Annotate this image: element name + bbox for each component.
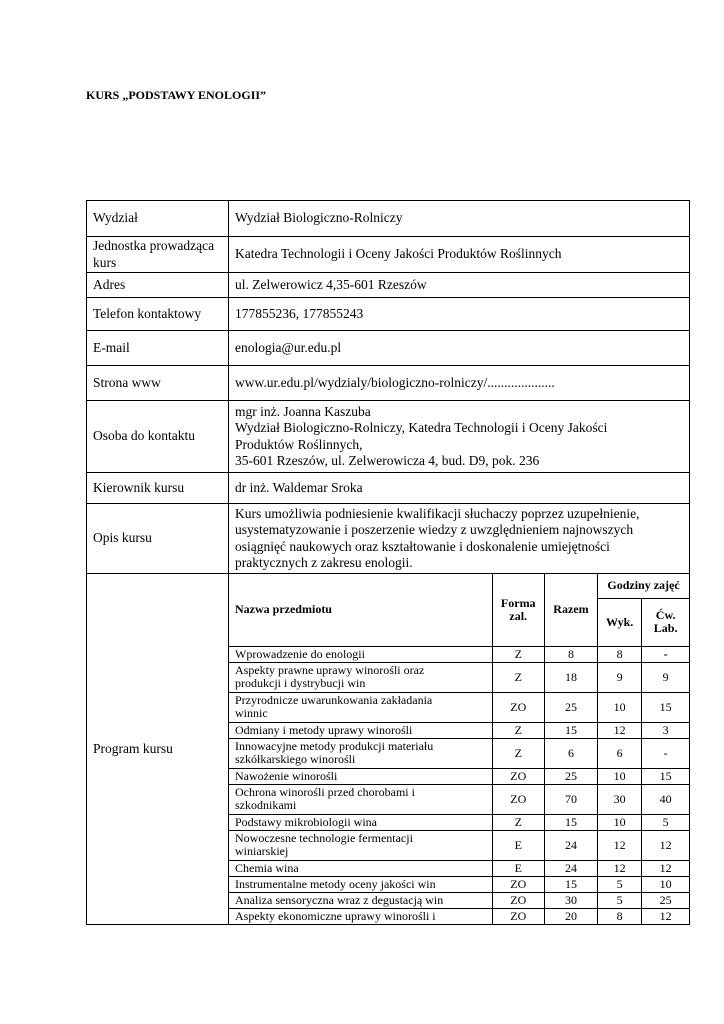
subject-razem: 8 [544, 646, 597, 662]
program-row [229, 876, 689, 892]
program-row [229, 692, 689, 722]
header-razem: Razem [544, 574, 597, 646]
subject-name-line: winiarskiej [235, 844, 289, 858]
subject-name [229, 692, 492, 722]
subject-name-line: produkcji i dystrybucji win [235, 676, 366, 690]
row-program [87, 574, 690, 925]
row-email [87, 331, 690, 366]
label-telefon: Telefon kontaktowy [87, 298, 229, 331]
subject-cw: 12 [642, 908, 689, 924]
subject-forma: Z [492, 646, 544, 662]
subject-name-line: Analiza sensoryczna wraz z degustacją win [235, 892, 444, 907]
subject-cw: 15 [642, 692, 689, 722]
subject-razem: 70 [544, 784, 597, 814]
subject-cw: 3 [642, 722, 689, 738]
subject-name-line: Chemia wina [235, 860, 299, 875]
subject-name [229, 814, 492, 830]
subject-cw: 5 [642, 814, 689, 830]
course-info-table [86, 200, 690, 925]
subject-forma: E [492, 830, 544, 860]
subject-wyk: 12 [598, 860, 642, 876]
program-row [229, 908, 689, 924]
subject-cw: 25 [642, 892, 689, 908]
program-cell [229, 574, 690, 925]
header-nazwa: Nazwa przedmiotu [229, 574, 492, 646]
program-row [229, 722, 689, 738]
osoba-line: Produktów Roślinnych, [235, 436, 363, 452]
subject-razem: 30 [544, 892, 597, 908]
subject-wyk: 10 [598, 814, 642, 830]
subject-name-line: Odmiany i metody uprawy winorośli [235, 722, 413, 737]
header-wyk: Wyk. [598, 598, 642, 646]
subject-razem: 18 [544, 662, 597, 692]
subject-wyk: 6 [598, 738, 642, 768]
subject-razem: 6 [544, 738, 597, 768]
subject-wyk: 12 [598, 830, 642, 860]
value-wydzial: Wydział Biologiczno-Rolniczy [229, 201, 690, 237]
subject-wyk: 9 [598, 662, 642, 692]
subject-wyk: 12 [598, 722, 642, 738]
subject-forma: Z [492, 722, 544, 738]
opis-line: Kurs umożliwia podniesienie kwalifikacji słuchaczy poprzez uzupełnienie, [235, 505, 640, 521]
subject-razem: 15 [544, 722, 597, 738]
row-wydzial [87, 201, 690, 237]
subject-name-line: Aspekty ekonomiczne uprawy winorośli i [235, 908, 436, 923]
subject-name-line: Nowoczesne technologie fermentacji [235, 831, 413, 845]
subject-wyk: 5 [598, 876, 642, 892]
subject-name [229, 646, 492, 662]
value-strona: www.ur.edu.pl/wydzialy/biologiczno-rolniczy/.................... [229, 366, 690, 401]
label-jednostka: Jednostka prowadząca kurs [87, 237, 229, 273]
osoba-line: Wydział Biologiczno-Rolniczy, Katedra Technologii i Oceny Jakości [235, 420, 608, 435]
subject-cw: 12 [642, 860, 689, 876]
program-table [229, 574, 689, 924]
subject-razem: 20 [544, 908, 597, 924]
subject-cw: 12 [642, 830, 689, 860]
subject-forma: ZO [492, 784, 544, 814]
subject-razem: 15 [544, 876, 597, 892]
program-row [229, 892, 689, 908]
subject-cw: - [642, 738, 689, 768]
header-forma: Forma zal. [492, 574, 544, 646]
program-row [229, 646, 689, 662]
subject-name-line: winnic [235, 706, 268, 720]
document-title: KURS „PODSTAWY ENOLOGII” [86, 88, 267, 102]
value-kierownik: dr inż. Waldemar Sroka [229, 473, 690, 504]
row-adres [87, 273, 690, 298]
subject-name [229, 908, 492, 924]
subject-name-line: Nawożenie winorośli [235, 768, 338, 783]
header-cw: Ćw. Lab. [642, 598, 689, 646]
row-strona [87, 366, 690, 401]
subject-name [229, 830, 492, 860]
subject-name-line: Wprowadzenie do enologii [235, 646, 365, 661]
subject-name [229, 662, 492, 692]
subject-cw: - [642, 646, 689, 662]
subject-wyk: 5 [598, 892, 642, 908]
osoba-line: mgr inż. Joanna Kaszuba [235, 403, 371, 419]
subject-wyk: 30 [598, 784, 642, 814]
subject-razem: 24 [544, 830, 597, 860]
label-adres: Adres [87, 273, 229, 298]
subject-forma: ZO [492, 908, 544, 924]
subject-name-line: Przyrodnicze uwarunkowania zakładania [235, 693, 433, 707]
value-jednostka: Katedra Technologii i Oceny Jakości Produktów Roślinnych [229, 237, 690, 273]
subject-name [229, 784, 492, 814]
program-row [229, 662, 689, 692]
subject-name-line: szkodnikami [235, 798, 297, 812]
subject-forma: Z [492, 814, 544, 830]
label-email: E-mail [87, 331, 229, 366]
subject-name-line: Instrumentalne metody oceny jakości win [235, 876, 436, 891]
subject-forma: E [492, 860, 544, 876]
subject-forma: ZO [492, 876, 544, 892]
program-row [229, 784, 689, 814]
program-row [229, 814, 689, 830]
label-osoba: Osoba do kontaktu [87, 401, 229, 473]
value-opis [229, 504, 690, 574]
row-kierownik [87, 473, 690, 504]
subject-name-line: Innowacyjne metody produkcji materiału [235, 739, 434, 753]
subject-cw: 10 [642, 876, 689, 892]
row-telefon [87, 298, 690, 331]
subject-wyk: 10 [598, 692, 642, 722]
row-osoba [87, 401, 690, 473]
opis-line: usystematyzowanie i poszerzenie wiedzy z uwzględnieniem najnowszych [235, 522, 634, 537]
subject-name [229, 876, 492, 892]
program-row [229, 768, 689, 784]
subject-cw: 15 [642, 768, 689, 784]
subject-razem: 15 [544, 814, 597, 830]
header-godziny: Godziny zajęć [598, 574, 689, 598]
subject-forma: ZO [492, 692, 544, 722]
value-osoba [229, 401, 690, 473]
subject-name [229, 892, 492, 908]
subject-wyk: 8 [598, 908, 642, 924]
subject-name-line: Aspekty prawne uprawy winorośli oraz [235, 663, 425, 677]
subject-wyk: 8 [598, 646, 642, 662]
subject-razem: 24 [544, 860, 597, 876]
program-row [229, 860, 689, 876]
subject-cw: 9 [642, 662, 689, 692]
opis-line: praktycznych z zakresu enologii. [235, 555, 413, 570]
subject-name [229, 738, 492, 768]
subject-forma: ZO [492, 768, 544, 784]
subject-razem: 25 [544, 692, 597, 722]
subject-wyk: 10 [598, 768, 642, 784]
subject-name-line: Ochrona winorośli przed chorobami i [235, 785, 415, 799]
label-opis: Opis kursu [87, 504, 229, 574]
subject-name-line: Podstawy mikrobiologii wina [235, 814, 377, 829]
label-wydzial: Wydział [87, 201, 229, 237]
subject-forma: ZO [492, 892, 544, 908]
label-strona: Strona www [87, 366, 229, 401]
subject-name [229, 722, 492, 738]
label-program: Program kursu [87, 574, 229, 925]
value-telefon: 177855236, 177855243 [229, 298, 690, 331]
value-email: enologia@ur.edu.pl [229, 331, 690, 366]
row-opis [87, 504, 690, 574]
subject-name-line: szkółkarskiego winorośli [235, 752, 356, 766]
program-row [229, 738, 689, 768]
row-jednostka [87, 237, 690, 273]
subject-cw: 40 [642, 784, 689, 814]
subject-name [229, 768, 492, 784]
subject-forma: Z [492, 662, 544, 692]
subject-razem: 25 [544, 768, 597, 784]
opis-line: osiągnięć naukowych oraz kształtowanie i doskonalenie umiejętności [235, 538, 610, 554]
subject-name [229, 860, 492, 876]
subject-forma: Z [492, 738, 544, 768]
label-kierownik: Kierownik kursu [87, 473, 229, 504]
osoba-line: 35-601 Rzeszów, ul. Zelwerowicza 4, bud. D9, pok. 236 [235, 453, 540, 468]
program-row [229, 830, 689, 860]
value-adres: ul. Zelwerowicz 4,35-601 Rzeszów [229, 273, 690, 298]
